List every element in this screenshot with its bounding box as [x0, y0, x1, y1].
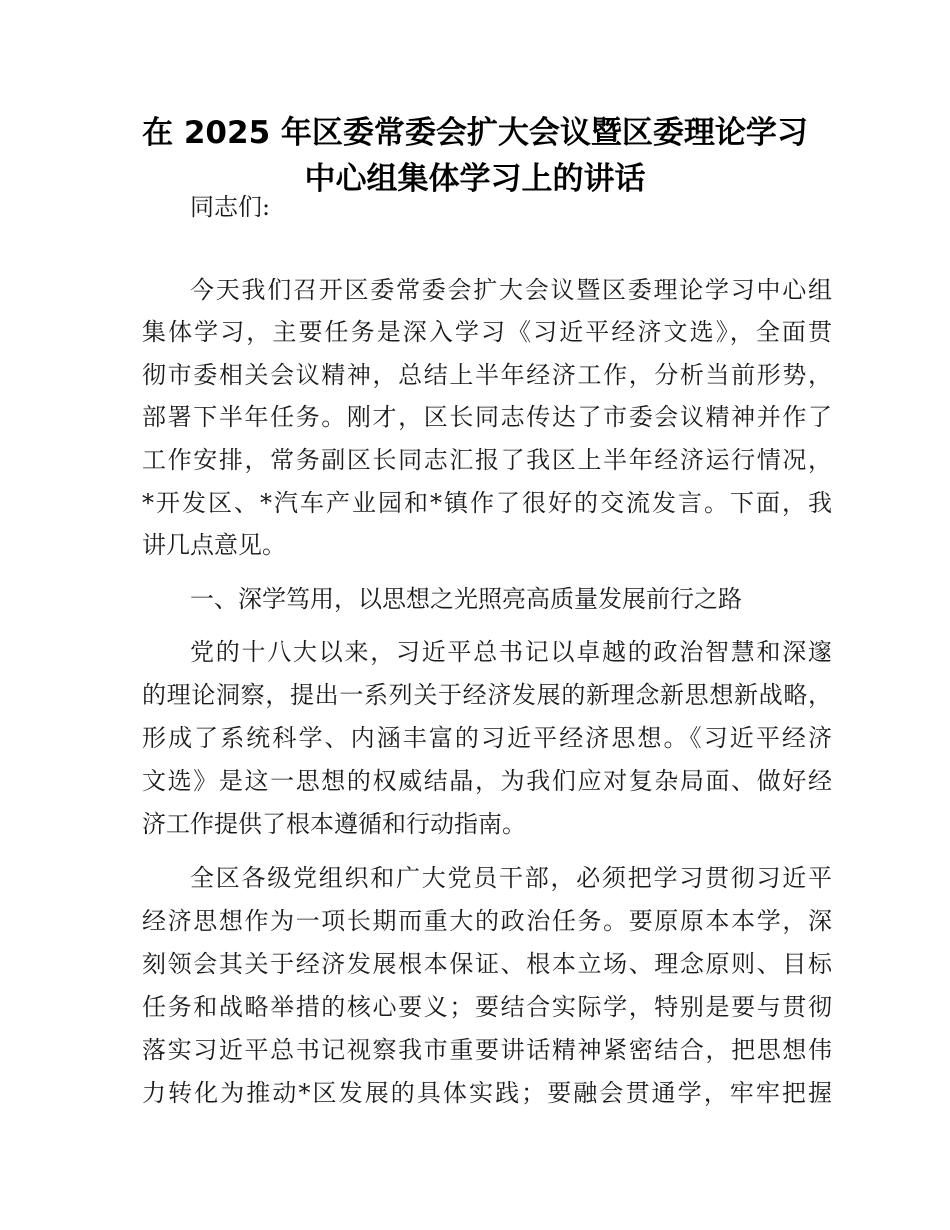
document-title-line-1: 在 2025 年区委常委会扩大会议暨区委理论学习: [142, 115, 808, 151]
paragraph-line: *开发区、*汽车产业园和*镇作了很好的交流发言。下面，我: [142, 489, 832, 517]
salutation: 同志们:: [190, 193, 271, 221]
paragraph-line: 经济思想作为一项长期而重大的政治任务。要原原本本学，深: [142, 907, 832, 935]
paragraph-line: 任务和战略举措的核心要义；要结合实际学，特别是要与贯彻: [142, 993, 832, 1021]
paragraph-line: 讲几点意见。: [142, 531, 286, 559]
paragraph-line: 党的十八大以来，习近平总书记以卓越的政治智慧和深邃: [190, 638, 832, 666]
paragraph-line: 的理论洞察，提出一系列关于经济发展的新理念新思想新战略，: [142, 681, 832, 709]
paragraph-line: 集体学习，主要任务是深入学习《习近平经济文选》，全面贯: [142, 318, 832, 346]
paragraph-line: 今天我们召开区委常委会扩大会议暨区委理论学习中心组: [190, 276, 832, 304]
document-title-line-2: 中心组集体学习上的讲话: [304, 161, 646, 197]
paragraph-line: 力转化为推动*区发展的具体实践；要融会贯通学，牢牢把握: [142, 1079, 832, 1107]
paragraph-line: 文选》是这一思想的权威结晶，为我们应对复杂局面、做好经: [142, 767, 832, 795]
paragraph-line: 济工作提供了根本遵循和行动指南。: [142, 810, 526, 838]
paragraph-line: 全区各级党组织和广大党员干部，必须把学习贯彻习近平: [190, 864, 832, 892]
paragraph-line: 刻领会其关于经济发展根本保证、根本立场、理念原则、目标: [142, 950, 832, 978]
paragraph-line: 彻市委相关会议精神，总结上半年经济工作，分析当前形势，: [142, 361, 832, 389]
paragraph-line: 落实习近平总书记视察我市重要讲话精神紧密结合，把思想伟: [142, 1036, 832, 1064]
paragraph-line: 部署下半年任务。刚才，区长同志传达了市委会议精神并作了: [142, 403, 832, 431]
paragraph-line: 工作安排，常务副区长同志汇报了我区上半年经济运行情况，: [142, 446, 832, 474]
paragraph-line: 形成了系统科学、内涵丰富的习近平经济思想。《习近平经济: [142, 724, 832, 752]
section-heading: 一、深学笃用，以思想之光照亮高质量发展前行之路: [190, 585, 742, 613]
